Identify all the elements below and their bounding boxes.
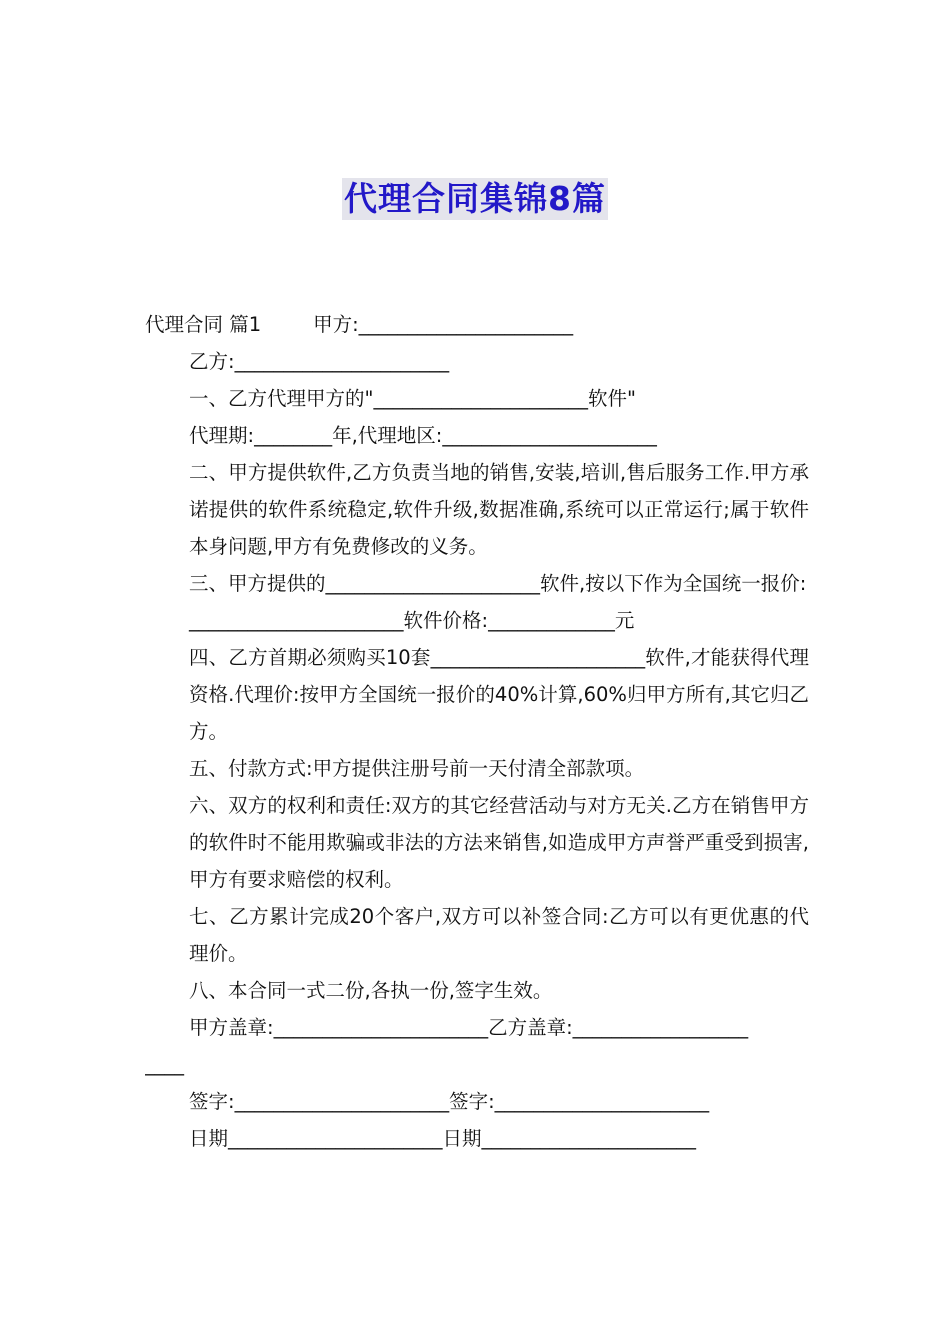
clause-6: 六、双方的权利和责任:双方的其它经营活动与对方无关.乙方在销售甲方的软件时不能用欺骗或非法的方法来销售,如造成甲方声誉严重受到损害,甲方有要求赔偿的权利。 xyxy=(189,794,809,891)
signature-fields: 签字:______________________签字:______________________ xyxy=(189,1090,710,1113)
section-heading: 代理合同 篇1 xyxy=(145,313,262,336)
clause-2: 二、甲方提供软件,乙方负责当地的销售,安装,培训,售后服务工作.甲方承诺提供的软件系统稳定,软件升级,数据准确,系统可以正常运行;属于软件本身问题,甲方有免费修改的义务。 xyxy=(189,461,809,558)
seal-fields: 甲方盖章:______________________乙方盖章:__________________ xyxy=(189,1016,749,1039)
clause-7: 七、乙方累计完成20个客户,双方可以补签合同:乙方可以有更优惠的代理价。 xyxy=(189,905,809,965)
paragraph-heading-party-a xyxy=(145,306,809,343)
seal-fields-continuation: ____ xyxy=(145,1053,184,1076)
clause-8: 八、本合同一式二份,各执一份,签字生效。 xyxy=(189,979,553,1002)
agency-period-field: 代理期:________年,代理地区:______________________ xyxy=(189,424,657,447)
software-price-field: ______________________软件价格:_____________元 xyxy=(189,609,635,632)
title-container xyxy=(0,178,950,220)
date-fields: 日期______________________日期______________________ xyxy=(189,1127,697,1150)
clause-3: 三、甲方提供的______________________软件,按以下作为全国统一报价: xyxy=(189,572,807,595)
party-b-field: 乙方:______________________ xyxy=(189,350,450,373)
clause-5: 五、付款方式:甲方提供注册号前一天付清全部款项。 xyxy=(189,757,645,780)
document-body xyxy=(145,306,809,1157)
document-title: 代理合同集锦8篇 xyxy=(344,179,606,218)
clause-1: 一、乙方代理甲方的"______________________软件" xyxy=(189,387,636,410)
party-a-field: 甲方:______________________ xyxy=(313,313,574,336)
clause-4: 四、乙方首期必须购买10套______________________软件,才能获得代理资格.代理价:按甲方全国统一报价的40%计算,60%归甲方所有,其它归乙方。 xyxy=(189,646,809,743)
